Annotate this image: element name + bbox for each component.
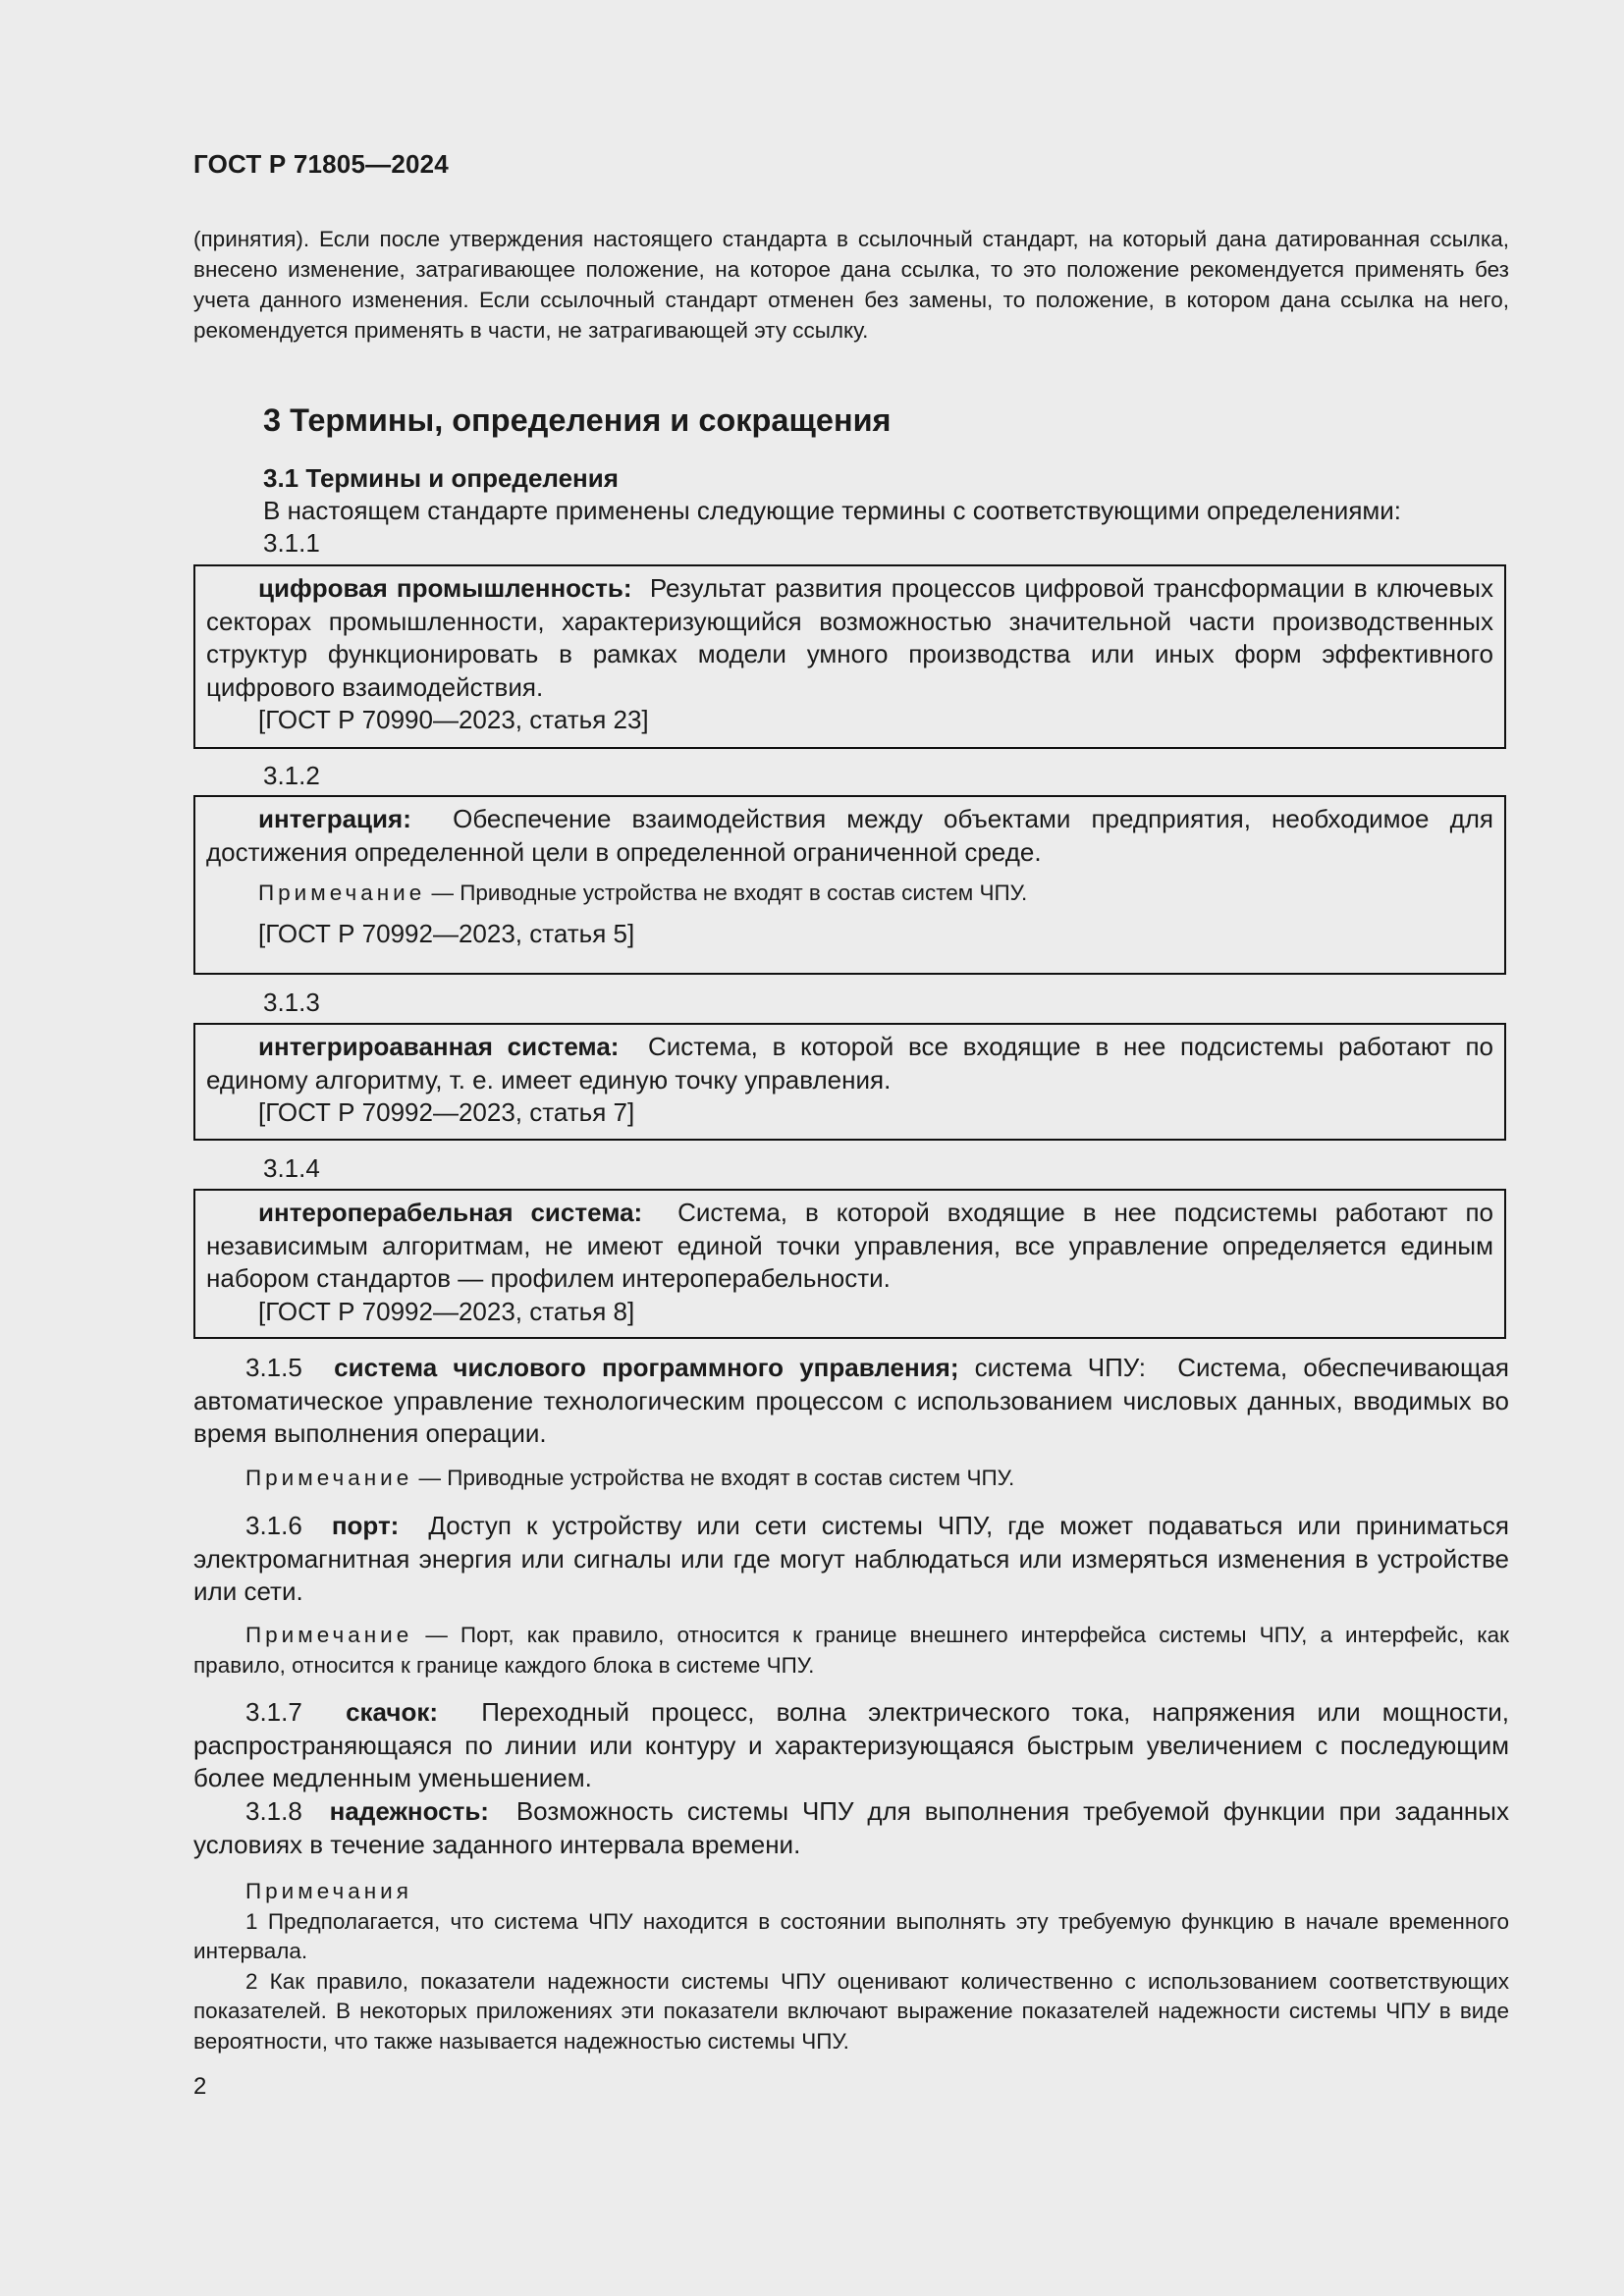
subsection-intro: В настоящем стандарте применены следующие термины с соответствующими определениями: [263,496,1402,525]
term-definition [206,1197,1493,1296]
term-number: 3.1.7 [245,1697,302,1727]
term-name: цифровая промышленность: [258,573,632,603]
note-item: 1 Предполагается, что система ЧПУ находится в состоянии выполнять эту требуемую функцию в начале временного интервала. [193,1908,1509,1963]
definition-text: Система, в которой все входящие в нее подсистемы работают по единому алгоритму, т. е. имеет единую точку управления. [206,1032,1493,1095]
term-source: [ГОСТ Р 70992—2023, статья 8] [258,1296,635,1326]
note-text: — Приводные устройства не входят в состав систем ЧПУ. [425,881,1028,905]
note-text: — Порт, как правило, относится к границе внешнего интерфейса системы ЧПУ, а интерфейс, как правило, относится к границе каждого блока в системе ЧПУ. [193,1623,1509,1678]
definition-text: Система, обеспечивающая автоматическое управление технологическим процессом с использованием числовых данных, вводимых во время выполнения операции. [193,1353,1509,1448]
term-name: порт: [331,1511,400,1540]
term-name: надежность: [329,1796,489,1826]
term-number: 3.1.4 [263,1153,320,1183]
term-number: 3.1.1 [263,528,320,558]
term-alt-name: система ЧПУ: [974,1353,1146,1382]
term-paragraph [193,1795,1509,1861]
term-paragraph [193,1352,1509,1451]
note-label: Примечание [258,881,426,905]
term-name: интегрироаванная система: [258,1032,620,1061]
term-box [193,1023,1506,1141]
term-source: [ГОСТ Р 70992—2023, статья 5] [258,919,635,948]
term-box [193,795,1506,975]
term-note [193,1621,1509,1681]
term-name: система числового программного управления; [334,1353,959,1382]
term-name: интеграция: [258,804,411,833]
note-label: Примечание [245,1466,413,1490]
term-source: [ГОСТ Р 70992—2023, статья 7] [258,1097,635,1127]
term-number: 3.1.2 [263,761,320,790]
definition-text: Переходный процесс, волна электрического тока, напряжения или мощности, распространяющаяся по линии или контуру и характеризующаяся быстрым увеличением с последующим более медленным уменьшением. [193,1697,1509,1792]
term-number: 3.1.6 [245,1511,302,1540]
term-definition [206,1031,1493,1096]
term-paragraph [193,1510,1509,1609]
subsection-title: 3.1 Термины и определения [263,463,619,493]
note-text: — Приводные устройства не входят в состав систем ЧПУ. [412,1466,1015,1490]
page-number: 2 [193,2073,207,2100]
term-definition [206,572,1493,704]
term-note [193,1464,1509,1494]
term-box [193,564,1506,749]
term-number: 3.1.8 [245,1796,302,1826]
term-number: 3.1.5 [245,1353,302,1382]
document-header: ГОСТ Р 71805—2024 [193,149,449,179]
definition-text: Возможность системы ЧПУ для выполнения требуемой функции при заданных условиях в течение заданного интервала времени. [193,1796,1509,1859]
term-name: скачок: [346,1697,438,1727]
definition-text: Доступ к устройству или сети системы ЧПУ, где может подаваться или приниматься электромагнитная энергия или сигналы или где могут наблюдаться или измеряться изменения в устройстве или сети. [193,1511,1509,1606]
term-notes [193,1877,1509,2056]
note-item: 2 Как правило, показатели надежности системы ЧПУ оценивают количественно с использованием соответствующих показателей. В некоторых приложениях эти показатели включают выражение показателей надежности системы ЧПУ в виде вероятности, что также называется надежностью системы ЧПУ. [193,1968,1509,2054]
term-number: 3.1.3 [263,988,320,1017]
term-name: интероперабельная система: [258,1198,643,1227]
term-paragraph [193,1696,1509,1795]
definition-text: Система, в которой входящие в нее подсистемы работают по независимым алгоритмам, не имеют единой точки управления, все управление определяется единым набором стандартов — профилем интероперабельности. [206,1198,1493,1293]
intro-paragraph: (принятия). Если после утверждения настоящего стандарта в ссылочный стандарт, на который дана датированная ссылка, внесено изменение, затрагивающее положение, на которое дана ссылка, то это положение рекомендуется применять без учета данного изменения. Если ссылочный стандарт отменен без замены, то положение, в котором дана ссылка на него, рекомендуется применять в части, не затрагивающей эту ссылку. [193,227,1509,343]
term-source: [ГОСТ Р 70990—2023, статья 23] [258,705,649,734]
definition-text: Обеспечение взаимодействия между объектами предприятия, необходимое для достижения определенной цели в определенной ограниченной среде. [206,804,1493,867]
term-box [193,1189,1506,1339]
notes-label: Примечания [245,1879,412,1903]
note-label: Примечание [245,1623,413,1647]
section-title: 3 Термины, определения и сокращения [263,402,892,438]
term-definition [206,803,1493,869]
definition-text: Результат развития процессов цифровой трансформации в ключевых секторах промышленности, характеризующийся возможностью значительной части производственных структур функционировать в рамках модели умного производства или иных форм эффективного цифрового взаимодействия. [206,573,1493,702]
term-note [206,878,1493,908]
